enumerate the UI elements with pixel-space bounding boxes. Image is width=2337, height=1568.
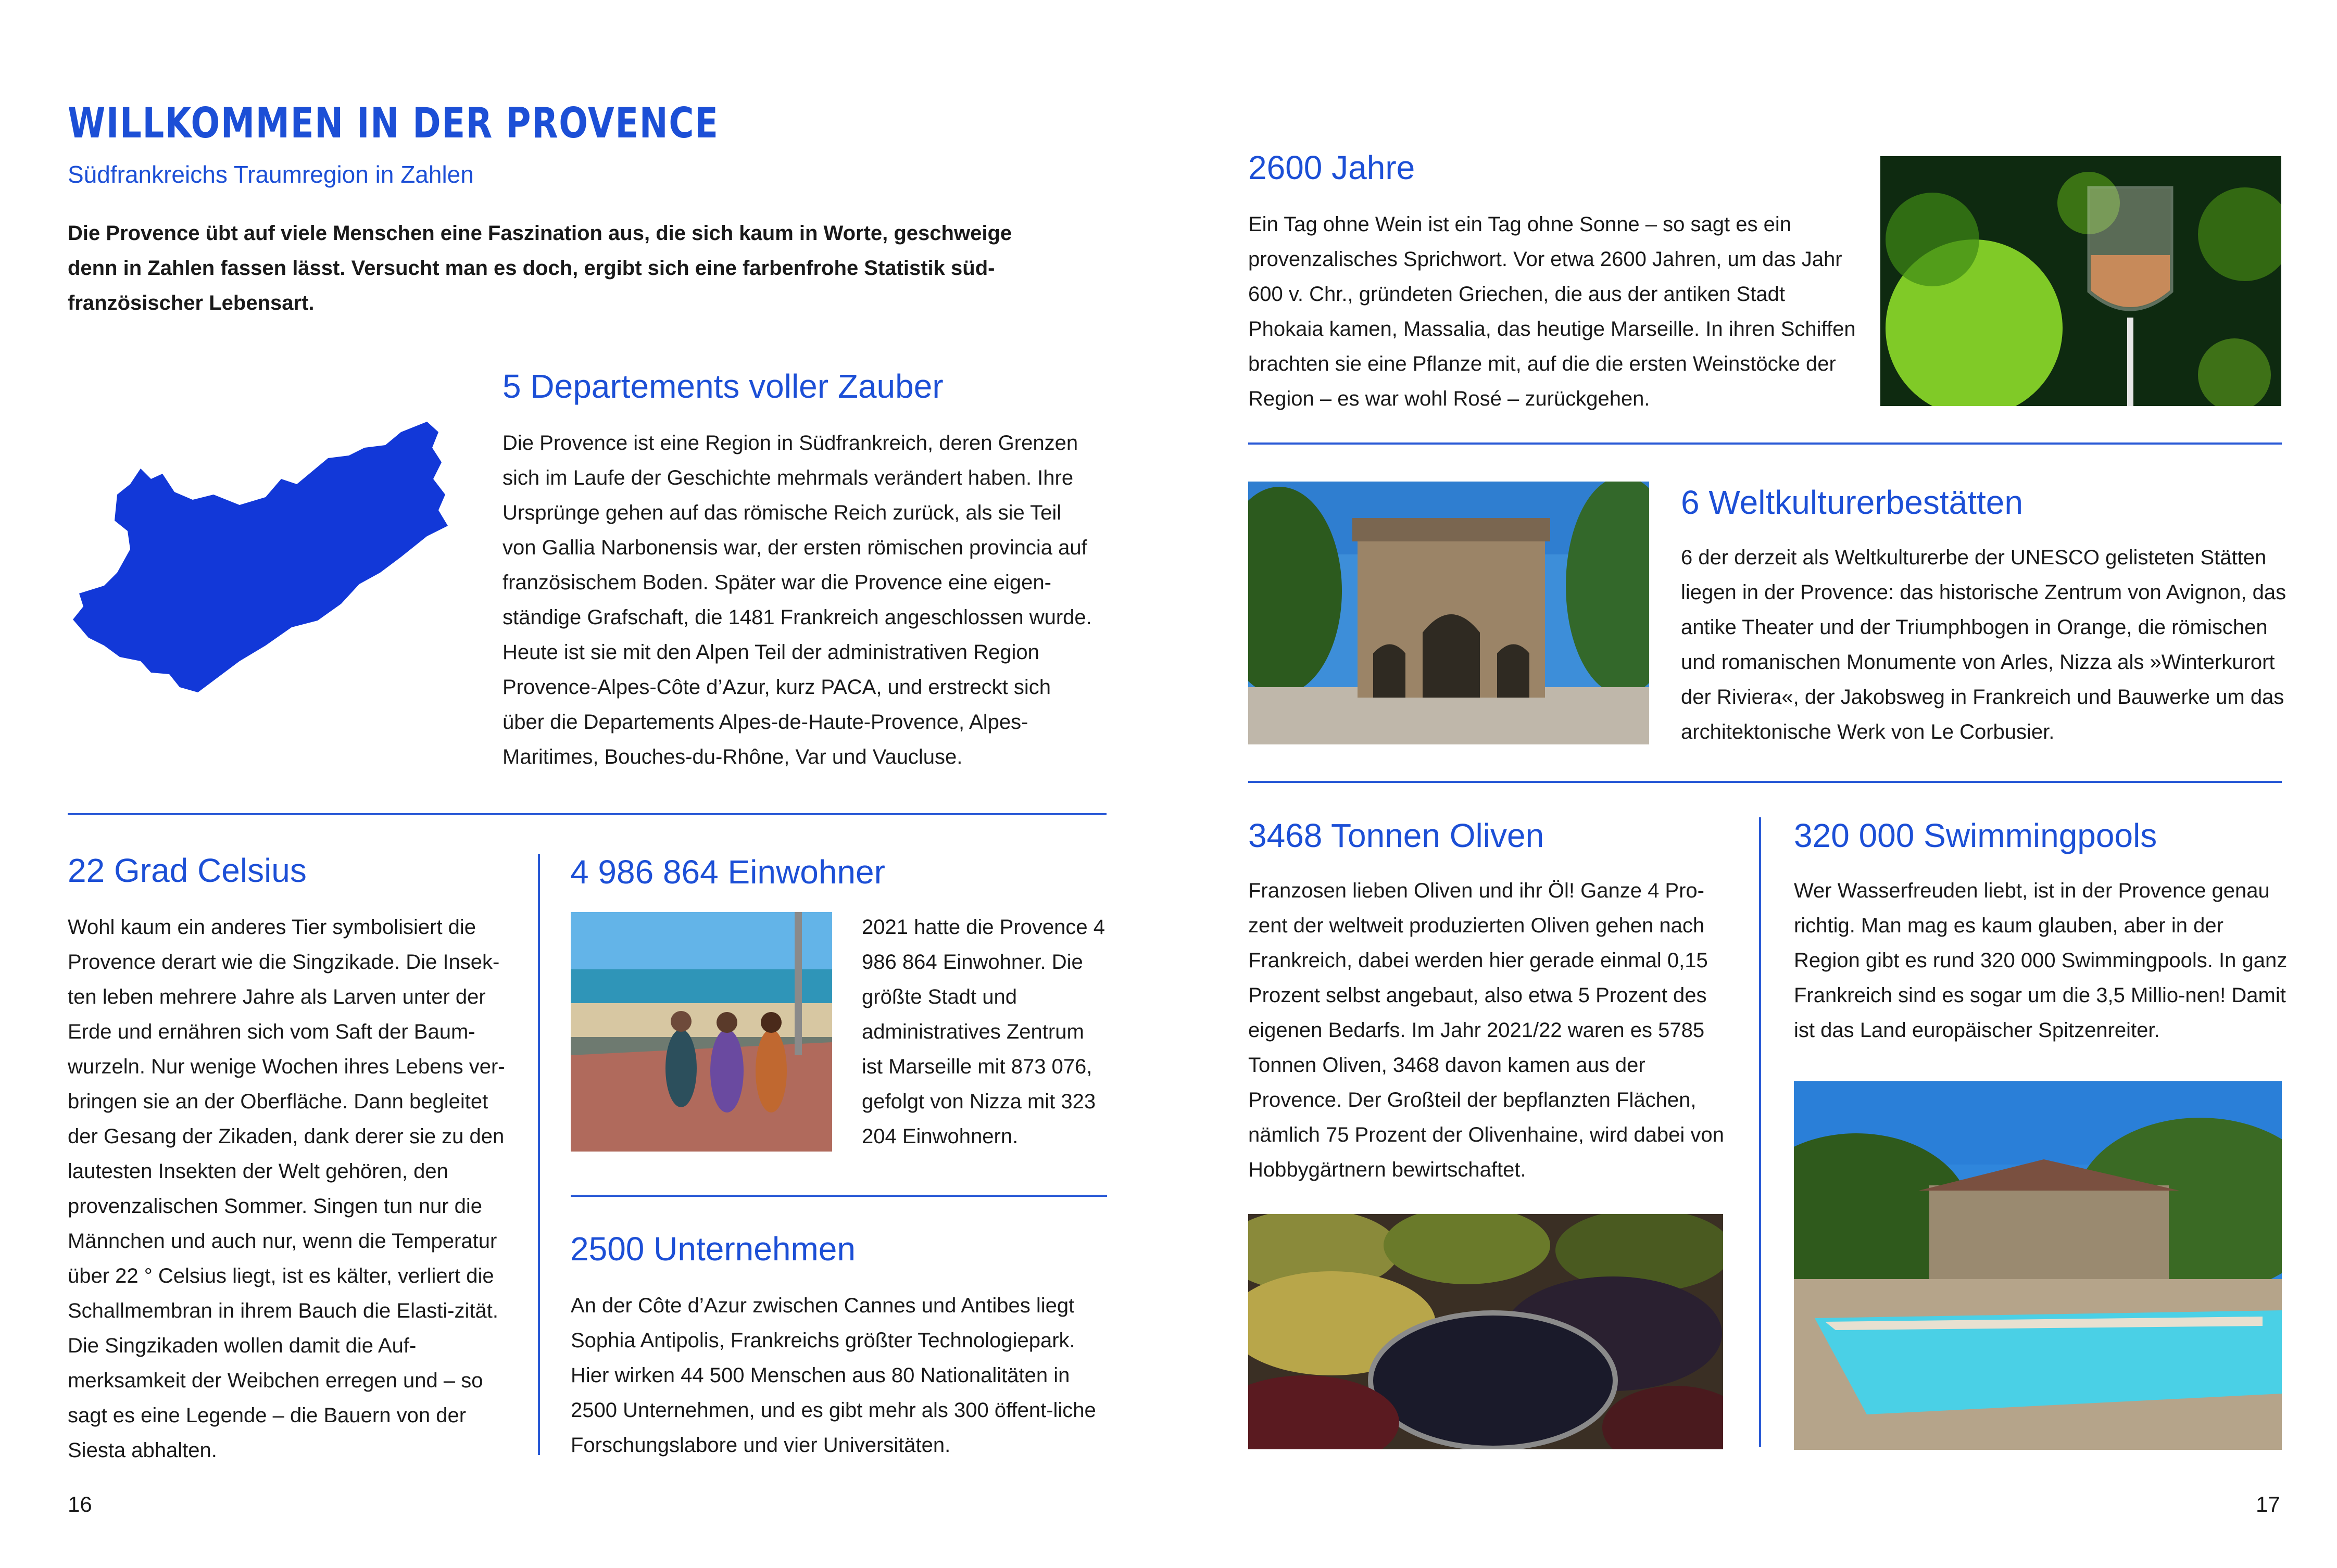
divider-right-top bbox=[1248, 442, 2282, 445]
divider-left-mid bbox=[571, 1195, 1107, 1197]
divider-left-top bbox=[68, 813, 1107, 815]
divider-left-vertical bbox=[538, 854, 540, 1455]
heading-pools: 320 000 Swimmingpools bbox=[1794, 817, 2157, 854]
provence-map bbox=[68, 416, 474, 698]
heading-celsius: 22 Grad Celsius bbox=[68, 852, 307, 889]
olives-market-photo bbox=[1248, 1214, 1723, 1449]
heading-oliven: 3468 Tonnen Oliven bbox=[1248, 817, 1544, 854]
text-pools: Wer Wasserfreuden liebt, ist in der Provence genau richtig. Man mag es kaum glauben, aber in der Region gibt es rund 320 000 Swimmingpools. In ganz Frankreich sind es sogar um die 3,5 Millio-nen! Damit ist das Land europäischer Spitzenreiter. bbox=[1794, 879, 2288, 1042]
page-number-left: 16 bbox=[68, 1492, 92, 1516]
text-departements: Die Provence ist eine Region in Südfrankreich, deren Grenzen sich im Laufe der Geschichte mehrmals verändert haben. Ihre Ursprünge gehen auf das römische Reich zurück, als sie Teil von Gallia Narbonensis war, der ersten römischen provincia auf französischem Boden. Später war die Provence eine eigen-ständige Grafschaft, die 1481 Frankreich angeschlossen wurde. Heute ist sie mit den Alpen Teil der administrativen Region Provence-Alpes-Côte d’Azur, kurz PACA, und erstreckt sich über die Departements Alpes-de-Haute-Provence, Alpes-Maritimes, Bouches-du-Rhône, Var und Vaucluse. bbox=[502, 432, 1092, 768]
page-title: WILLKOMMEN IN DER PROVENCE bbox=[68, 99, 719, 147]
text-celsius: Wohl kaum ein anderes Tier symbolisiert die Provence derart wie die Singzikade. Die Insek-ten leben mehrere Jahre als Larven unter der Erde und ernähren sich vom Saft der Baum-wurzeln. Nur wenige Wochen ihres Lebens ver-bringen sie an der Oberfläche. Dann begleitet der Gesang der Zikaden, dank derer sie zu den lautesten Insekten der Welt gehören, den provenzalischen Sommer. Singen tun nur die Männchen und auch nur, wenn die Temperatur über 22 ° Celsius liegt, ist es kälter, verliert die Schallmembran in ihrem Bauch die Elasti-zität. Die Singzikaden wollen damit die Auf-merksamkeit der Weibchen erregen und – so sagt es eine Legende – die Bauern von der Siesta abhalten. bbox=[68, 916, 505, 1462]
page-number-right: 17 bbox=[2256, 1492, 2280, 1516]
heading-einwohner: 4 986 864 Einwohner bbox=[570, 853, 885, 891]
text-oliven: Franzosen lieben Oliven und ihr Öl! Ganze 4 Pro-zent der weltweit produzierten Oliven gehen nach Frankreich, dabei werden hier gerade einmal 0,15 Prozent selbst angebaut, also etwa 5 Prozent des eigenen Bedarfs. Im Jahr 2021/22 waren es 5785 Tonnen Oliven, 3468 davon kamen aus der Provence. Der Großteil der bepflanzten Flächen, nämlich 75 Prozent der Olivenhaine, wird dabei von Hobbygärtnern bewirtschaftet. bbox=[1248, 879, 1724, 1181]
divider-right-vertical bbox=[1759, 817, 1761, 1447]
heading-unternehmen: 2500 Unternehmen bbox=[570, 1230, 856, 1268]
text-einwohner: 2021 hatte die Provence 4 986 864 Einwohner. Die größte Stadt und administratives Zentrum ist Marseille mit 873 076, gefolgt von Nizza mit 323 204 Einwohnern. bbox=[862, 916, 1105, 1148]
page-subtitle: Südfrankreichs Traumregion in Zahlen bbox=[68, 161, 474, 188]
divider-right-mid bbox=[1248, 781, 2282, 783]
text-unternehmen: An der Côte d’Azur zwischen Cannes und Antibes liegt Sophia Antipolis, Frankreichs größter Technologiepark. Hier wirken 44 500 Menschen aus 80 Nationalitäten in 2500 Unternehmen, und es gibt mehr als 300 öffent-liche Forschungslabore und vier Universitäten. bbox=[571, 1294, 1096, 1457]
heading-welterbe: 6 Weltkulturerbestätten bbox=[1681, 484, 2023, 521]
triumphal-arch-photo bbox=[1248, 482, 1649, 744]
heading-departements: 5 Departements voller Zauber bbox=[502, 368, 944, 405]
beach-promenade-photo bbox=[571, 912, 832, 1152]
text-jahre: Ein Tag ohne Wein ist ein Tag ohne Sonne – so sagt es ein provenzalisches Sprichwort. Vor etwa 2600 Jahren, um das Jahr 600 v. Chr., gründeten Griechen, die aus der antiken Stadt Phokaia kamen, Massalia, das heutige Marseille. In ihren Schiffen brachten sie eine Pflanze mit, auf die die ersten Weinstöcke der Region – es war wohl Rosé – zurückgehen. bbox=[1248, 213, 1856, 410]
intro-paragraph: Die Provence übt auf viele Menschen eine Faszination aus, die sich kaum in Worte, geschweige denn in Zahlen fassen lässt. Versucht man es doch, ergibt sich eine farbenfrohe Statistik süd-französischer Lebensart. bbox=[68, 222, 1012, 314]
swimming-pool-photo bbox=[1794, 1081, 2282, 1450]
heading-jahre: 2600 Jahre bbox=[1248, 149, 1415, 186]
text-welterbe: 6 der derzeit als Weltkulturerbe der UNESCO gelisteten Stätten liegen in der Provence: das historische Zentrum von Avignon, das antike Theater und der Triumphbogen in Orange, die römischen und romanischen Monumente von Arles, Nizza als »Winterkurort der Riviera«, der Jakobsweg in Frankreich und Bauwerke um das architektonische Werk von Le Corbusier. bbox=[1681, 546, 2286, 743]
rose-wine-photo bbox=[1880, 156, 2281, 406]
